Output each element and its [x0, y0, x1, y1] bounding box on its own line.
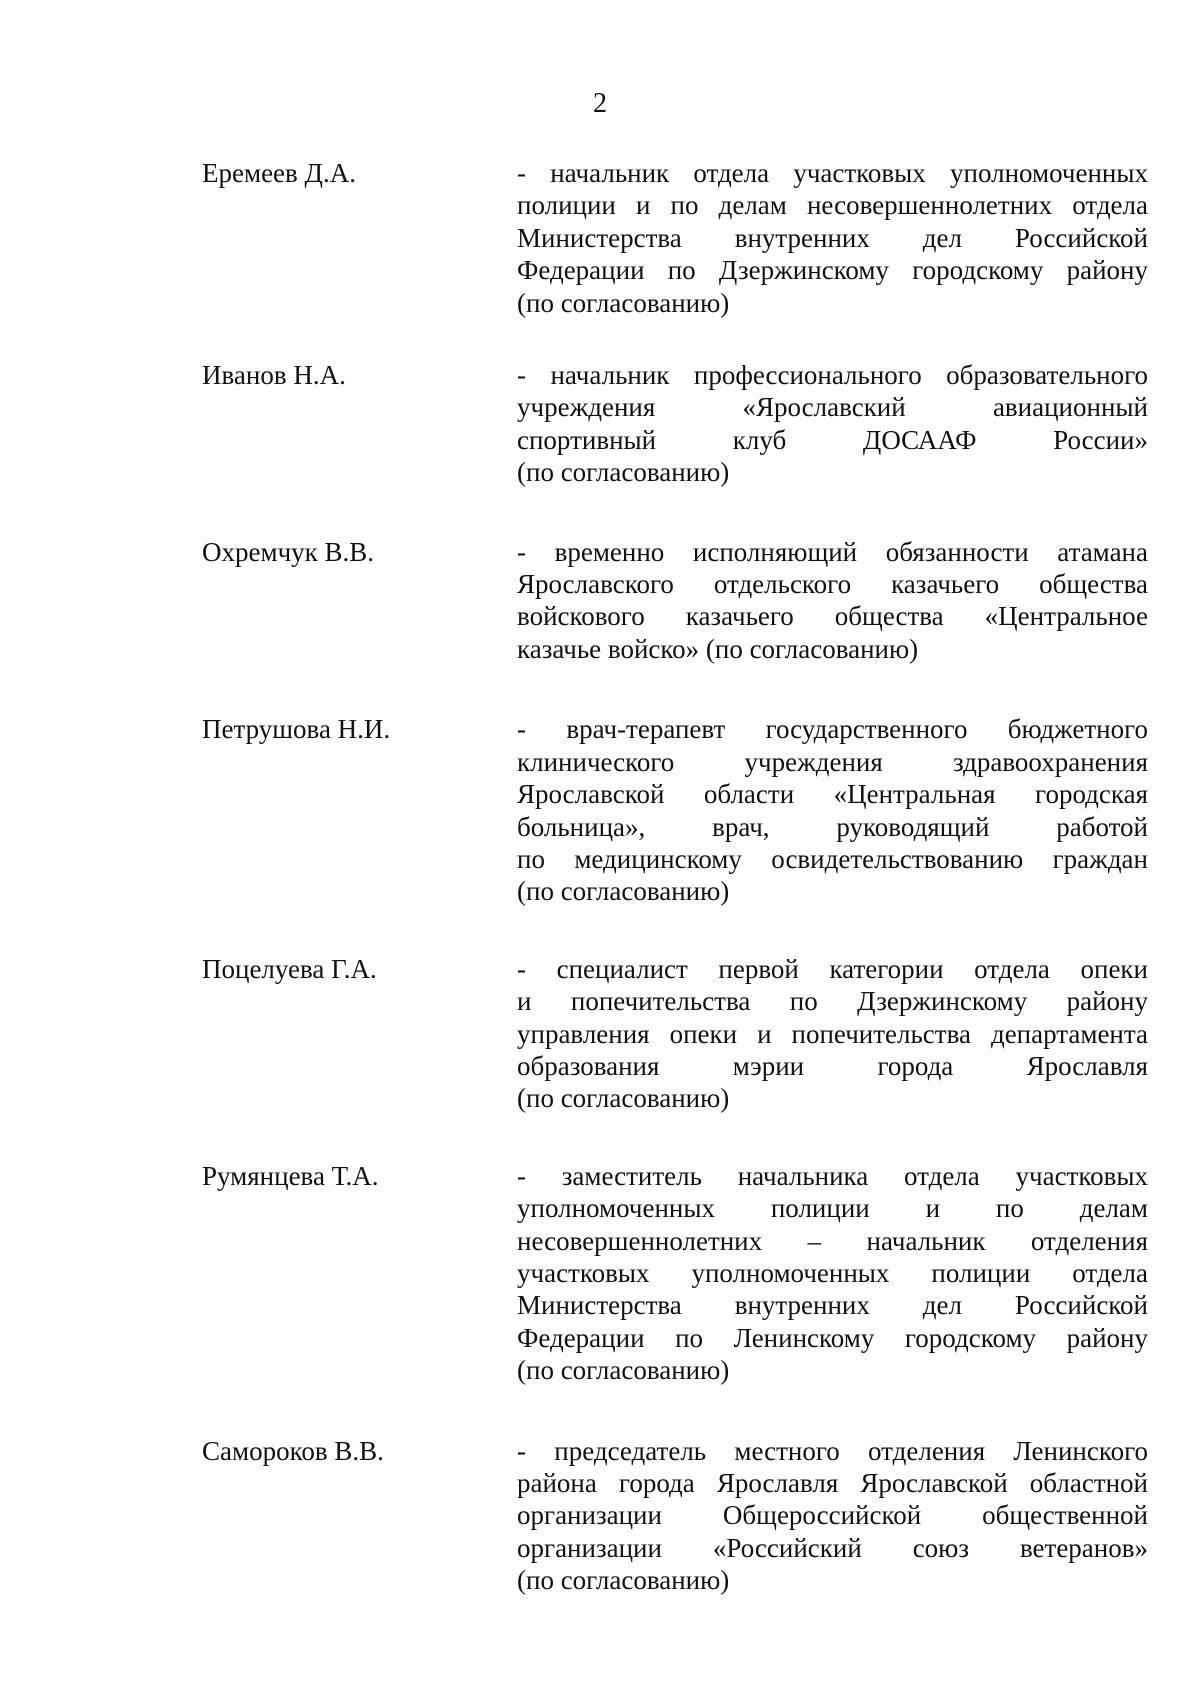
- position-line: и попечительства по Дзержинскому району: [517, 986, 1148, 1017]
- position-line: уполномоченных полиции и по делам: [517, 1193, 1148, 1224]
- position-line: Федерации по Дзержинскому городскому району: [517, 255, 1148, 286]
- position-line: (по согласованию): [517, 1083, 730, 1114]
- position-line: больница», врач, руководящий работой: [517, 811, 1148, 842]
- list-item: [202, 713, 1148, 907]
- position-line: - врач-терапевт государственного бюджетного: [517, 714, 1148, 745]
- member-position: [517, 359, 1148, 489]
- member-name: Поцелуева Г.А.: [202, 953, 377, 984]
- position-line: района города Ярославля Ярославской областной: [517, 1468, 1148, 1498]
- member-position: [517, 713, 1148, 907]
- position-line: Ярославского отдельского казачьего общества: [517, 569, 1148, 600]
- position-line: полиции и по делам несовершеннолетних отдела: [517, 190, 1148, 221]
- position-line: - начальник отдела участковых уполномоченных: [517, 158, 1148, 188]
- page-number: 2: [593, 88, 607, 119]
- member-position: [517, 536, 1148, 666]
- position-line: казачье войско» (по согласованию): [517, 633, 919, 664]
- list-item: [202, 953, 1148, 1115]
- position-line: - заместитель начальника отдела участковых: [517, 1160, 1148, 1191]
- position-line: - начальник профессионального образовательного: [517, 360, 1148, 391]
- list-item: [202, 1160, 1148, 1387]
- member-name: Самороков В.В.: [202, 1435, 384, 1466]
- position-line: - специалист первой категории отдела опеки: [517, 953, 1148, 984]
- position-line: образования мэрии города Ярославля: [517, 1050, 1148, 1081]
- position-line: войскового казачьего общества «Центральное: [517, 601, 1148, 632]
- position-line: (по согласованию): [517, 457, 730, 488]
- member-list: [202, 157, 1148, 1637]
- position-line: участковых уполномоченных полиции отдела: [517, 1257, 1148, 1288]
- position-line: (по согласованию): [517, 876, 730, 907]
- list-item: [202, 359, 1148, 489]
- position-line: Ярославской области «Центральная городская: [517, 779, 1148, 810]
- position-line: Министерства внутренних дел Российской: [517, 222, 1148, 253]
- position-line: учреждения «Ярославский авиационный: [517, 392, 1148, 423]
- list-item: [202, 157, 1148, 319]
- member-position: [517, 157, 1148, 319]
- member-name: Иванов Н.А.: [202, 360, 346, 391]
- member-position: [517, 1160, 1148, 1387]
- position-line: - временно исполняющий обязанности атамана: [517, 536, 1148, 567]
- list-item: [202, 1435, 1148, 1597]
- position-line: Федерации по Ленинскому городскому району: [517, 1322, 1148, 1353]
- position-line: организации Общероссийской общественной: [517, 1500, 1148, 1531]
- member-position: [517, 1435, 1148, 1597]
- member-position: [517, 953, 1148, 1115]
- list-item: [202, 536, 1148, 666]
- position-line: (по согласованию): [517, 1565, 730, 1596]
- position-line: (по согласованию): [517, 1355, 730, 1386]
- position-line: спортивный клуб ДОСААФ России»: [517, 424, 1148, 455]
- member-name: Охремчук В.В.: [202, 536, 375, 567]
- member-name: Еремеев Д.А.: [202, 158, 356, 188]
- position-line: Министерства внутренних дел Российской: [517, 1290, 1148, 1321]
- position-line: управления опеки и попечительства департамента: [517, 1018, 1148, 1049]
- position-line: несовершеннолетних – начальник отделения: [517, 1225, 1148, 1256]
- member-name: Петрушова Н.И.: [202, 714, 391, 745]
- position-line: организации «Российский союз ветеранов»: [517, 1532, 1148, 1563]
- position-line: клинического учреждения здравоохранения: [517, 746, 1148, 777]
- member-name: Румянцева Т.А.: [202, 1160, 379, 1191]
- position-line: по медицинскому освидетельствованию граждан: [517, 843, 1148, 874]
- position-line: (по согласованию): [517, 287, 730, 318]
- position-line: - председатель местного отделения Ленинского: [517, 1435, 1148, 1466]
